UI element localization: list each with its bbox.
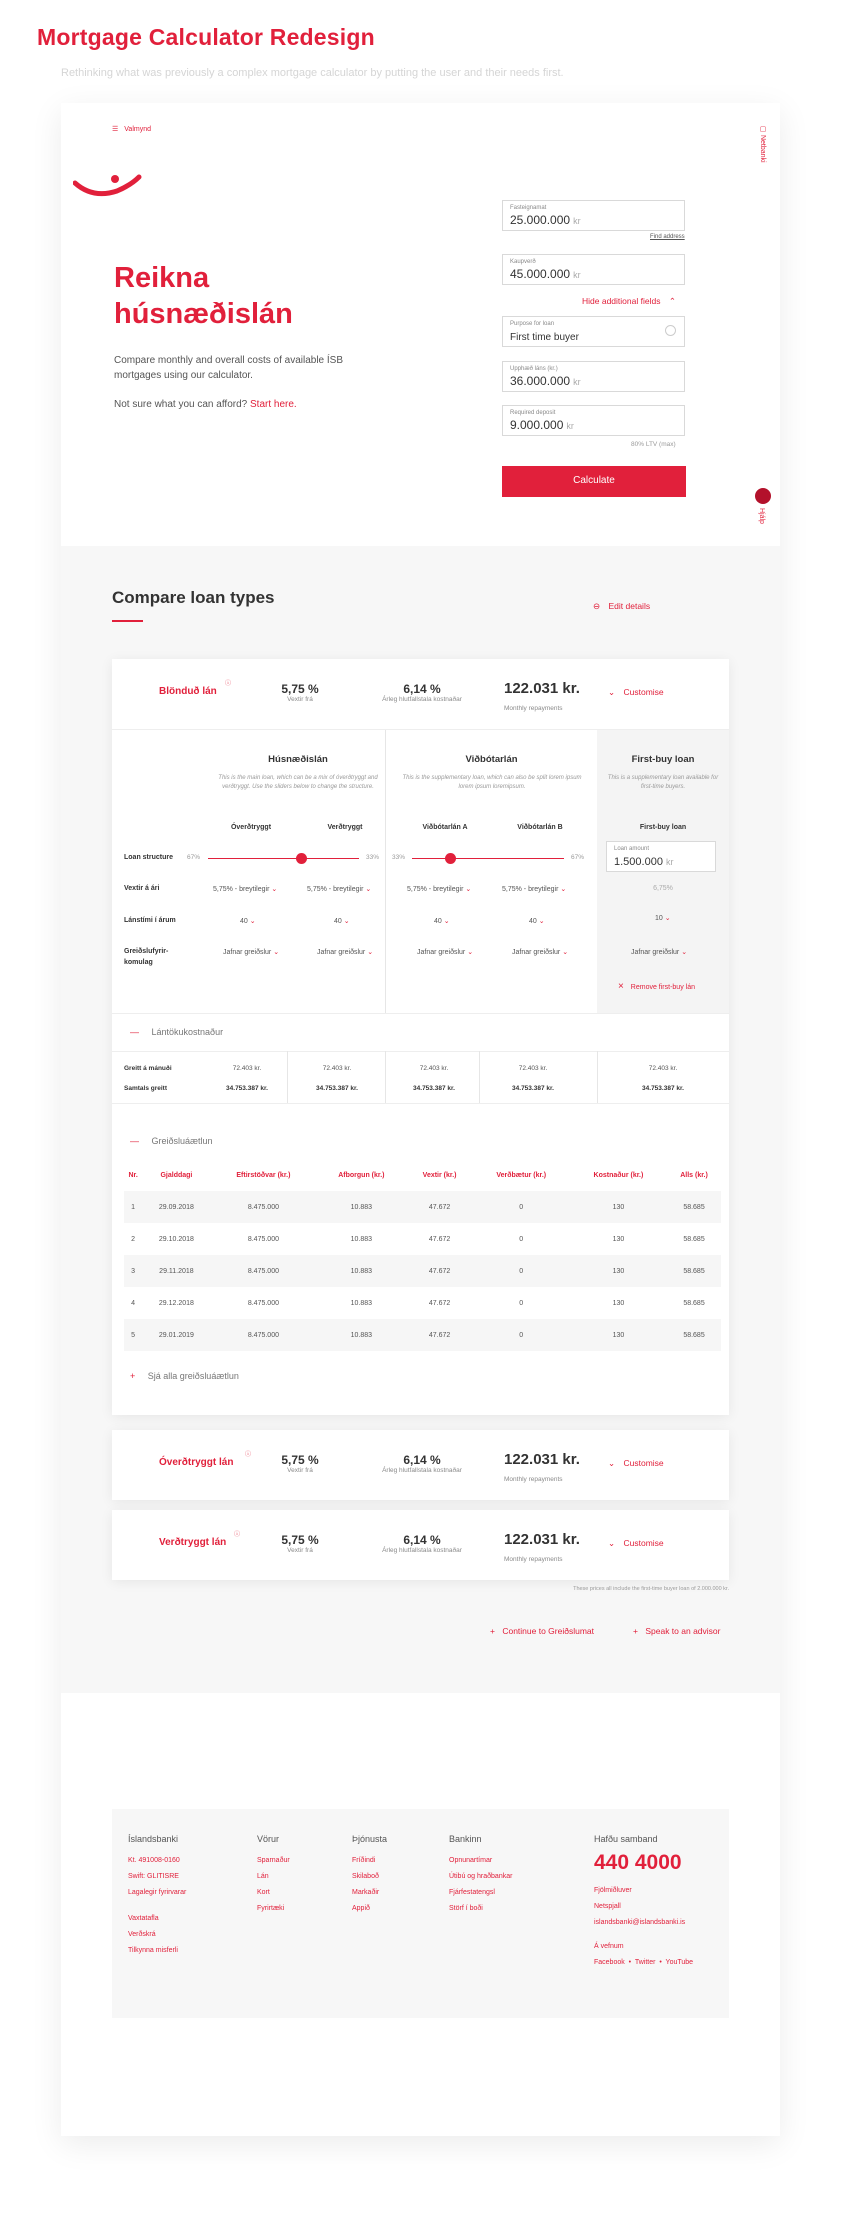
slider2-left-pct: 33%	[392, 854, 406, 861]
purpose-select[interactable]	[502, 316, 685, 347]
slider2-right-pct: 67%	[571, 854, 585, 861]
col-header: Gjalddagi	[160, 1171, 193, 1179]
customise-button[interactable]	[608, 687, 664, 698]
table-cell: 130	[570, 1255, 667, 1287]
table-row	[124, 1287, 721, 1319]
table-cell: 0	[473, 1191, 570, 1223]
col-header: Vextir (kr.)	[422, 1171, 457, 1179]
footer-heading: Hafðu samband	[594, 1834, 658, 1844]
info-icon: ⓘ	[234, 1532, 241, 1538]
rate-select-a[interactable]: 5,75% - breytilegir ⌄	[407, 885, 471, 893]
col2-title: Viðbótarlán	[465, 754, 518, 765]
minus-icon: —	[130, 1136, 139, 1146]
unit-label: kr	[665, 857, 674, 867]
deposit-value: 9.000.000	[510, 418, 564, 432]
hero-title-line1: Reikna	[114, 262, 210, 294]
loan-monthly-caption: Monthly repayments	[504, 1476, 563, 1483]
footer-text: Swift: GLITISRE	[128, 1873, 179, 1880]
see-all-label: Sjá alla greiðsluáætlun	[147, 1371, 239, 1381]
unit-label: kr	[573, 216, 581, 226]
close-icon: ×	[618, 981, 624, 992]
table-cell: 10.883	[316, 1191, 406, 1223]
total-value: 34.753.387 kr.	[413, 1085, 455, 1092]
loan-monthly-caption: Monthly repayments	[504, 1556, 563, 1563]
sub-vidbotarlan-b: Viðbótarlán B	[517, 824, 563, 831]
plus-icon: +	[490, 1626, 495, 1636]
purpose-value: First time buyer	[510, 332, 579, 343]
fasteignamat-value: 25.000.000	[510, 213, 571, 227]
table-cell: 130	[612, 1235, 625, 1243]
footer-heading: Bankinn	[449, 1834, 482, 1844]
customise-label: Customise	[623, 1538, 664, 1548]
table-cell: 3	[124, 1255, 142, 1287]
pay-select-b[interactable]: Jafnar greiðslur ⌄	[512, 948, 568, 956]
column-divider	[479, 1051, 480, 1103]
footer-col-contact	[594, 1831, 693, 1971]
chevron-down-icon: ⌄	[608, 687, 616, 697]
loan-apr-caption: Árleg hlutfallstala kostnaðar	[382, 1547, 462, 1554]
footer-col-vorur	[257, 1831, 290, 1917]
hide-fields-label: Hide additional fields	[582, 296, 661, 306]
table-cell: 29.09.2018	[142, 1191, 210, 1223]
col1-description: This is the main loan, which can be a mix of óverðtryggt and verðtryggt. Use the sliders below to change the structure.	[218, 775, 378, 790]
column-divider	[597, 1051, 598, 1103]
loan-apr-value: 6,14 %	[403, 682, 441, 696]
col3-title: First-buy loan	[631, 754, 695, 765]
footer-link[interactable]: Fyrirtæki	[257, 1905, 285, 1912]
bank-logo	[73, 171, 143, 201]
fasteignamat-field[interactable]	[502, 200, 685, 231]
footer-link[interactable]: Fjölmiðluver	[594, 1887, 632, 1894]
customise-button[interactable]	[608, 1538, 664, 1549]
hamburger-icon: ☰	[112, 126, 119, 133]
loan-monthly	[504, 1531, 580, 1566]
see-all-schedule-link[interactable]	[130, 1371, 239, 1381]
footer-heading: Vörur	[257, 1834, 280, 1844]
col-header: Kostnaður (kr.)	[593, 1171, 644, 1179]
footer-link[interactable]: Lán	[257, 1873, 269, 1880]
row-label-lanstimi: Lánstími í árum	[124, 917, 176, 924]
hero-description: Compare monthly and overall costs of available ÍSB mortgages using our calculator.	[114, 355, 344, 381]
slider1-left-pct: 67%	[187, 854, 201, 861]
column-divider	[385, 1051, 386, 1103]
find-address-link[interactable]: Find address	[650, 234, 685, 240]
calculate-button[interactable]: Calculate	[502, 466, 686, 497]
start-here-link[interactable]: Start here.	[250, 399, 297, 410]
row-label-vextir: Vextir á ári	[124, 885, 160, 892]
advisor-link[interactable]	[633, 1626, 720, 1636]
login-link[interactable]	[758, 125, 766, 163]
pay-select-first[interactable]: Jafnar greiðslur ⌄	[631, 948, 687, 956]
table-cell: 130	[570, 1319, 667, 1351]
table-cell: 0	[473, 1255, 570, 1287]
email-link[interactable]: islandsbanki@islandsbanki.is	[594, 1919, 686, 1926]
table-cell: 0	[519, 1299, 524, 1307]
menu-button[interactable]	[112, 125, 151, 133]
table-cell: 10.883	[350, 1299, 373, 1307]
table-cell: 29.11.2018	[142, 1255, 210, 1287]
loan-apr-caption: Árleg hlutfallstala kostnaðar	[382, 696, 462, 703]
loan-amount-field[interactable]	[502, 361, 685, 392]
col-header: Alls (kr.)	[680, 1171, 708, 1179]
years-select-verd[interactable]: 40 ⌄	[334, 917, 350, 925]
pay-select-verd[interactable]: Jafnar greiðslur ⌄	[317, 948, 373, 956]
col-header: Afborgun (kr.)	[338, 1171, 385, 1179]
first-buy-amount-field[interactable]	[606, 841, 716, 872]
table-row	[124, 1223, 721, 1255]
table-cell: 58.685	[667, 1255, 721, 1287]
lock-icon: ▢	[759, 125, 766, 135]
total-value: 34.753.387 kr.	[316, 1085, 358, 1092]
loan-rate-caption: Vextir frá	[287, 1467, 313, 1474]
loan-amount-label: Loan amount	[614, 846, 650, 852]
loan-rate	[270, 682, 330, 703]
table-cell: 29.10.2018	[158, 1235, 194, 1243]
table-cell: 58.685	[683, 1299, 705, 1307]
kaupverd-label: Kaupverð	[510, 259, 536, 265]
loan-rate-value: 5,75 %	[281, 1453, 319, 1467]
schedule-header-row	[124, 1159, 721, 1191]
social-links[interactable]: Facebook • Twitter • YouTube	[594, 1959, 694, 1966]
loan-monthly-value: 122.031 kr.	[504, 1451, 580, 1468]
unit-label: kr	[573, 377, 581, 387]
loan-apr-value: 6,14 %	[403, 1533, 441, 1547]
customise-label: Customise	[623, 687, 664, 697]
page-title: Mortgage Calculator Redesign	[37, 24, 375, 50]
loan-monthly-value: 122.031 kr.	[504, 1531, 580, 1548]
costs-title: Lántökukostnaður	[151, 1027, 224, 1037]
table-cell: 58.685	[667, 1191, 721, 1223]
monthly-value: 72.403 kr.	[518, 1065, 548, 1072]
table-cell: 58.685	[683, 1235, 705, 1243]
years-select-overd[interactable]: 40 ⌄	[240, 917, 256, 925]
compare-title: Compare loan types	[112, 588, 275, 607]
table-cell: 1	[124, 1191, 142, 1223]
loan-apr-caption: Árleg hlutfallstala kostnaðar	[382, 1467, 462, 1474]
table-cell: 47.672	[407, 1255, 473, 1287]
page-subtitle: Rethinking what was previously a complex mortgage calculator by putting the user and their needs first.	[61, 67, 564, 79]
login-label: Netbanki	[759, 134, 766, 163]
price-note: These prices all include the first-time buyer loan of 2.000.000 kr.	[573, 1586, 729, 1592]
rate-select-overd[interactable]: 5,75% - breytilegir ⌄	[213, 885, 277, 893]
ltv-note: 80% LTV (max)	[631, 441, 676, 448]
column-divider	[287, 1051, 288, 1103]
loan-rate	[270, 1533, 330, 1554]
divider	[112, 1013, 729, 1014]
monthly-value: 72.403 kr.	[648, 1065, 678, 1072]
info-icon: ⓘ	[245, 1452, 252, 1458]
table-cell: 8.475.000	[211, 1191, 317, 1223]
phone-number[interactable]: 440 4000	[594, 1851, 682, 1874]
table-cell: 10.883	[316, 1255, 406, 1287]
loan-monthly	[504, 1451, 580, 1486]
plus-icon: +	[633, 1626, 638, 1636]
purpose-label: Purpose for loan	[510, 321, 555, 327]
afford-text	[114, 399, 297, 410]
loan-card-blondud	[112, 659, 729, 1415]
column-divider	[385, 730, 386, 1013]
footer-link[interactable]: Verðskrá	[128, 1931, 156, 1938]
slider-handle[interactable]	[296, 853, 307, 864]
loan-card-verdtryggt	[112, 1510, 729, 1580]
footer-text: Á vefnum	[594, 1943, 624, 1950]
col3-description: This is a supplementary loan available for first-time buyers.	[607, 775, 719, 790]
sub-first-buy: First-buy loan	[639, 824, 687, 831]
monthly-value: 72.403 kr.	[322, 1065, 352, 1072]
customise-label: Customise	[623, 1458, 664, 1468]
deposit-label: Required deposit	[510, 410, 556, 416]
footer-link[interactable]: Lagalegir fyrirvarar	[128, 1889, 187, 1896]
loan-rate-value: 5,75 %	[281, 1533, 319, 1547]
loan-name: Blönduð lán	[159, 686, 217, 697]
chevron-down-icon: ⌄	[608, 1458, 616, 1468]
col-header: Nr.	[128, 1171, 138, 1179]
table-cell: 130	[570, 1191, 667, 1223]
footer-link[interactable]: Opnunartímar	[449, 1857, 493, 1864]
years-select-a[interactable]: 40 ⌄	[434, 917, 450, 925]
col2-description: This is the supplementary loan, which can also be split lorem ipsum lorem ipsum loremipsum.	[402, 775, 582, 790]
edit-icon: ⊖	[593, 601, 601, 611]
table-cell: 8.475.000	[211, 1255, 317, 1287]
total-value: 34.753.387 kr.	[642, 1085, 684, 1092]
loan-rate-value: 5,75 %	[281, 682, 319, 696]
advisor-label: Speak to an advisor	[645, 1626, 721, 1636]
monthly-paid-label: Greitt á mánuði	[124, 1065, 172, 1072]
compare-section	[61, 546, 780, 1693]
vidbotarlan-slider[interactable]	[412, 858, 564, 859]
table-row	[124, 1255, 721, 1287]
info-icon	[665, 325, 676, 336]
loan-rate-caption: Vextir frá	[287, 1547, 313, 1554]
schedule-title: Greiðsluáætlun	[151, 1136, 213, 1146]
remove-label: Remove first-buy lán	[630, 984, 695, 991]
table-cell: 4	[131, 1299, 136, 1307]
footer-link[interactable]: Netspjall	[594, 1903, 621, 1910]
col1-title: Húsnæðislán	[268, 754, 328, 765]
monthly-value: 72.403 kr.	[419, 1065, 449, 1072]
plus-icon: +	[130, 1371, 136, 1381]
customise-button[interactable]	[608, 1458, 664, 1469]
table-cell: 8.475.000	[211, 1319, 317, 1351]
row-label-greidslu: Greiðslufyrir-komulag	[124, 948, 169, 966]
total-value: 34.753.387 kr.	[512, 1085, 554, 1092]
divider	[112, 1051, 729, 1052]
footer-link[interactable]: Fjárfestatengsl	[449, 1889, 495, 1896]
total-paid-label: Samtals greitt	[124, 1085, 167, 1092]
sub-vidbotarlan-a: Viðbótarlán A	[422, 824, 468, 831]
footer-link[interactable]: Útibú og hraðbankar	[449, 1873, 513, 1880]
afford-question: Not sure what you can afford?	[114, 399, 248, 410]
loan-monthly	[504, 680, 580, 715]
table-cell: 5	[124, 1319, 142, 1351]
table-cell: 47.672	[428, 1235, 451, 1243]
avatar	[755, 488, 771, 504]
unit-label: kr	[566, 421, 574, 431]
loan-monthly-value: 122.031 kr.	[504, 680, 580, 697]
minus-icon: —	[130, 1027, 139, 1037]
fasteignamat-label: Fasteignamat	[510, 205, 547, 211]
loan-amount-value: 1.500.000	[614, 856, 663, 868]
footer	[112, 1809, 729, 2018]
loan-name: Verðtryggt lán	[159, 1537, 227, 1548]
years-select-first[interactable]: 10 ⌄	[655, 914, 671, 922]
table-cell: 8.475.000	[247, 1235, 279, 1243]
table-cell: 47.672	[428, 1299, 451, 1307]
loan-structure-slider[interactable]	[208, 858, 359, 859]
loan-apr	[367, 1533, 477, 1554]
edit-details-label: Edit details	[608, 601, 651, 611]
footer-link[interactable]: Sparnaður	[257, 1857, 290, 1864]
kaupverd-field[interactable]	[502, 254, 685, 285]
slider-handle[interactable]	[445, 853, 456, 864]
monthly-value: 72.403 kr.	[232, 1065, 262, 1072]
divider	[112, 1103, 729, 1104]
col-header: Eftirstöðvar (kr.)	[236, 1171, 291, 1179]
footer-link[interactable]: Appið	[352, 1905, 370, 1912]
help-link[interactable]: Hjálp	[758, 508, 765, 524]
table-cell: 2	[131, 1235, 136, 1243]
footer-link[interactable]: Skilaboð	[352, 1873, 379, 1880]
col-header: Verðbætur (kr.)	[496, 1171, 547, 1179]
edit-details-button[interactable]	[593, 601, 650, 612]
table-cell: 47.672	[407, 1319, 473, 1351]
loan-rate-caption: Vextir frá	[287, 696, 313, 703]
table-cell: 29.01.2019	[142, 1319, 210, 1351]
costs-toggle[interactable]	[130, 1027, 223, 1037]
table-cell: 10.883	[350, 1235, 373, 1243]
title-underline	[112, 620, 143, 622]
loan-card-overdtryggt	[112, 1430, 729, 1500]
total-value: 34.753.387 kr.	[226, 1085, 268, 1092]
table-cell: 47.672	[407, 1191, 473, 1223]
table-cell: 0	[473, 1319, 570, 1351]
menu-label: Valmynd	[124, 126, 151, 133]
loan-apr	[367, 682, 477, 703]
footer-col-bankinn	[449, 1831, 512, 1917]
sub-overdtryggt: Óverðtryggt	[230, 824, 272, 831]
loan-amount-value: 36.000.000	[510, 374, 571, 388]
chevron-up-icon: ⌃	[668, 296, 676, 306]
hero-title-line2: húsnæðislán	[114, 298, 293, 330]
loan-apr	[367, 1453, 477, 1474]
table-cell: 8.475.000	[247, 1299, 279, 1307]
deposit-field[interactable]	[502, 405, 685, 436]
table-row	[124, 1319, 721, 1351]
table-cell: 58.685	[667, 1319, 721, 1351]
kaupverd-value: 45.000.000	[510, 267, 571, 281]
rate-select-verd[interactable]: 5,75% - breytilegir ⌄	[307, 885, 371, 893]
schedule-toggle[interactable]	[130, 1136, 213, 1146]
continue-link[interactable]	[490, 1626, 594, 1636]
slider1-right-pct: 33%	[366, 854, 380, 861]
continue-label: Continue to Greiðslumat	[502, 1626, 595, 1636]
mockup-card	[61, 103, 780, 2136]
pay-select-overd[interactable]: Jafnar greiðslur ⌄	[223, 948, 279, 956]
table-cell: 130	[612, 1299, 625, 1307]
footer-link[interactable]: Markaðir	[352, 1889, 380, 1896]
loan-monthly-caption: Monthly repayments	[504, 705, 563, 712]
sub-verdtryggt: Verðtryggt	[327, 824, 363, 831]
table-cell: 10.883	[316, 1319, 406, 1351]
footer-text: Kt. 491008-0160	[128, 1857, 180, 1864]
chevron-down-icon: ⌄	[608, 1538, 616, 1548]
footer-link[interactable]: Tilkynna misferli	[128, 1947, 178, 1954]
footer-link[interactable]: Kort	[257, 1889, 270, 1896]
info-icon: ⓘ	[225, 681, 232, 687]
footer-col-thjonusta	[352, 1831, 387, 1917]
loan-rate	[270, 1453, 330, 1474]
row-label-structure: Loan structure	[124, 854, 174, 861]
loan-apr-value: 6,14 %	[403, 1453, 441, 1467]
table-cell: 0	[519, 1235, 524, 1243]
footer-heading: Íslandsbanki	[128, 1834, 179, 1844]
footer-link[interactable]: Fríðindi	[352, 1857, 376, 1864]
rate-select-b[interactable]: 5,75% - breytilegir ⌄	[502, 885, 566, 893]
first-buy-rate: 6,75%	[653, 885, 673, 892]
footer-heading: Þjónusta	[352, 1834, 388, 1844]
hide-fields-toggle[interactable]	[582, 296, 676, 307]
years-select-b[interactable]: 40 ⌄	[529, 917, 545, 925]
unit-label: kr	[573, 270, 581, 280]
footer-link[interactable]: Vaxtatafla	[128, 1915, 159, 1922]
table-cell: 29.12.2018	[158, 1299, 194, 1307]
loan-amount-label: Upphæð láns (kr.)	[510, 366, 558, 372]
table-row	[124, 1191, 721, 1223]
footer-link[interactable]: Störf í boði	[449, 1905, 483, 1912]
pay-select-a[interactable]: Jafnar greiðslur ⌄	[417, 948, 473, 956]
hero-title	[114, 260, 293, 332]
footer-col-bank	[128, 1831, 186, 1959]
remove-first-buy-button[interactable]	[618, 981, 695, 992]
schedule-table	[124, 1159, 721, 1351]
loan-name: Óverðtryggt lán	[159, 1457, 234, 1468]
